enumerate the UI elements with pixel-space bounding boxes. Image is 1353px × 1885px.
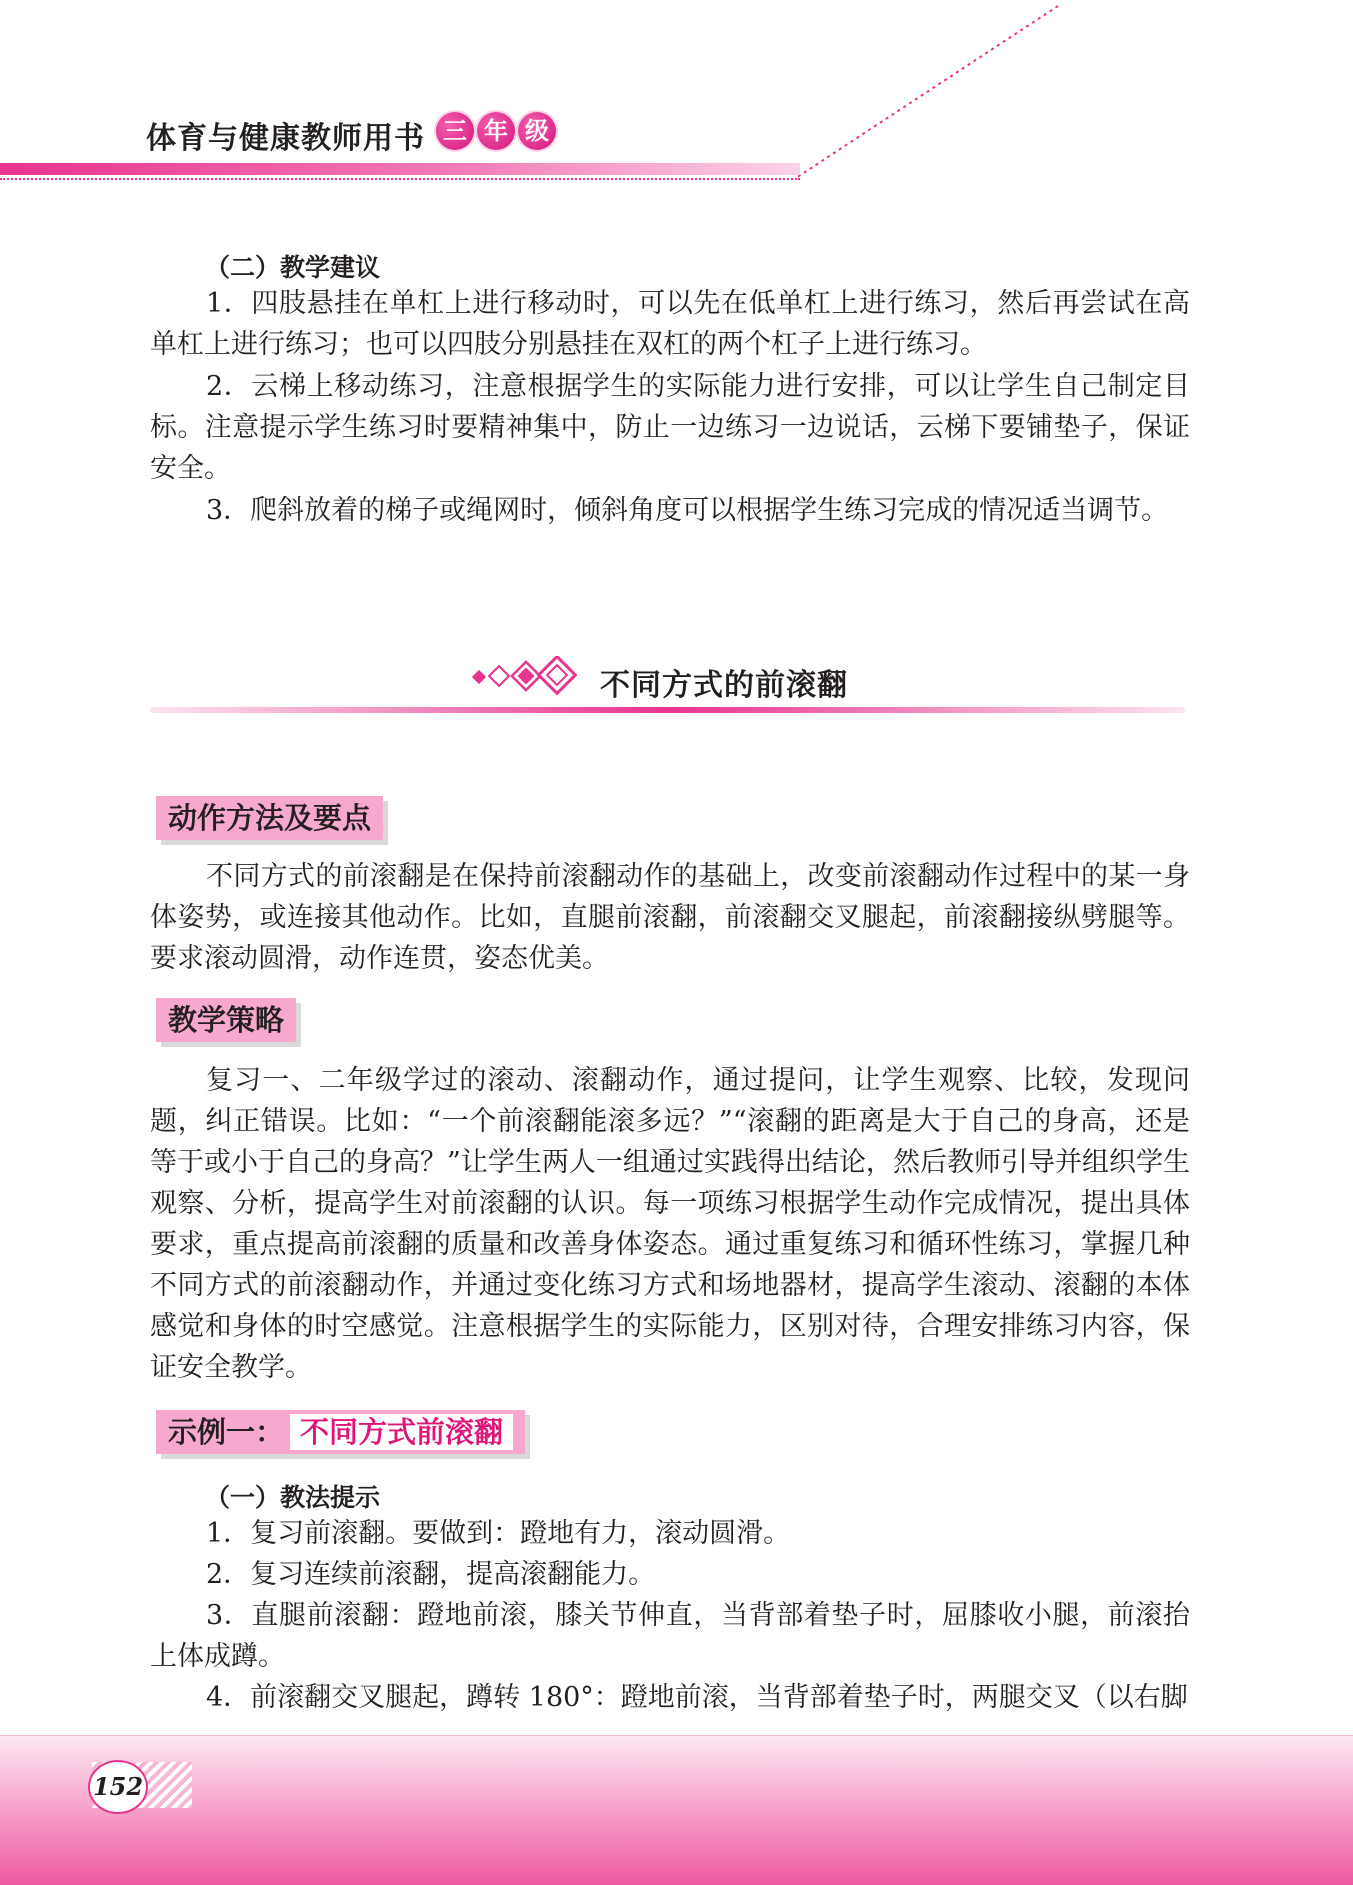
grade-char: 三 [436,112,474,150]
footer-band [0,1735,1353,1885]
section-title: 不同方式的前滚翻 [600,668,848,703]
header-bar [0,163,800,175]
suggestion-item: 1．四肢悬挂在单杠上进行移动时，可以先在低单杠上进行练习，然后再尝试在高单杠上进行练习；也可以四肢分别悬挂在双杠的两个杠子上进行练习。 [150,288,1190,360]
method-paragraph: 不同方式的前滚翻是在保持前滚翻动作的基础上，改变前滚翻动作过程中的某一身体姿势，或连接其他动作。比如，直腿前滚翻，前滚翻交叉腿起，前滚翻接纵劈腿等。要求滚动圆滑，动作连贯，姿态优美。 [150,861,1190,974]
diamond-ornament-icon [468,656,578,700]
example-title: 不同方式前滚翻 [290,1414,513,1450]
example-prefix: 示例一： [168,1415,285,1449]
tip-item: 2．复习连续前滚翻，提高滚翻能力。 [206,1559,656,1590]
section-divider [150,707,1185,713]
tip-item: 4．前滚翻交叉腿起，蹲转 180°：蹬地前滚，当背部着垫子时，两腿交叉（以右脚 [206,1682,1188,1713]
strategy-paragraph: 复习一、二年级学过的滚动、滚翻动作，通过提问，让学生观察、比较，发现问题，纠正错误。比如：“一个前滚翻能滚多远？”“滚翻的距离是大于自己的身高，还是等于或小于自己的身高？”让学生两人一组通过实践得出结论，然后教师引导并组织学生观察、分析，提高学生对前滚翻的认识。每一项练习根据学生动作完成情况，提出具体要求，重点提高前滚翻的质量和改善身体姿态。通过重复练习和循环性练习，掌握几种不同方式的前滚翻动作，并通过变化练习方式和场地器材，提高学生滚动、滚翻的本体感觉和身体的时空感觉。注意根据学生的实际能力，区别对待，合理安排练习内容，保证安全教学。 [150,1065,1190,1383]
footer-line [0,1735,1353,1736]
book-title: 体育与健康教师用书 [146,121,425,156]
grade-badge [436,112,556,150]
tag-method: 动作方法及要点 [156,796,383,840]
header-dotted-diagonal [790,0,1070,185]
suggestion-item: 2．云梯上移动练习，注意根据学生的实际能力进行安排，可以让学生自己制定目标。注意提示学生练习时要精神集中，防止一边练习一边说话，云梯下要铺垫子，保证安全。 [150,371,1190,484]
header-dotted-line [0,178,800,180]
page-number: 152 [88,1760,148,1814]
tip-item: 1．复习前滚翻。要做到：蹬地有力，滚动圆滑。 [206,1518,791,1549]
subheading-method-tips: （一）教法提示 [205,1483,381,1512]
tip-item: 3．直腿前滚翻：蹬地前滚，膝关节伸直，当背部着垫子时，屈膝收小腿，前滚抬上体成蹲。 [150,1600,1190,1672]
suggestion-item: 3．爬斜放着的梯子或绳网时，倾斜角度可以根据学生练习完成的情况适当调节。 [206,495,1169,526]
tag-example [156,1410,525,1454]
grade-char: 年 [477,112,515,150]
tag-strategy: 教学策略 [156,998,296,1042]
grade-char: 级 [518,112,556,150]
subheading-teaching-suggestions: （二）教学建议 [205,253,381,282]
